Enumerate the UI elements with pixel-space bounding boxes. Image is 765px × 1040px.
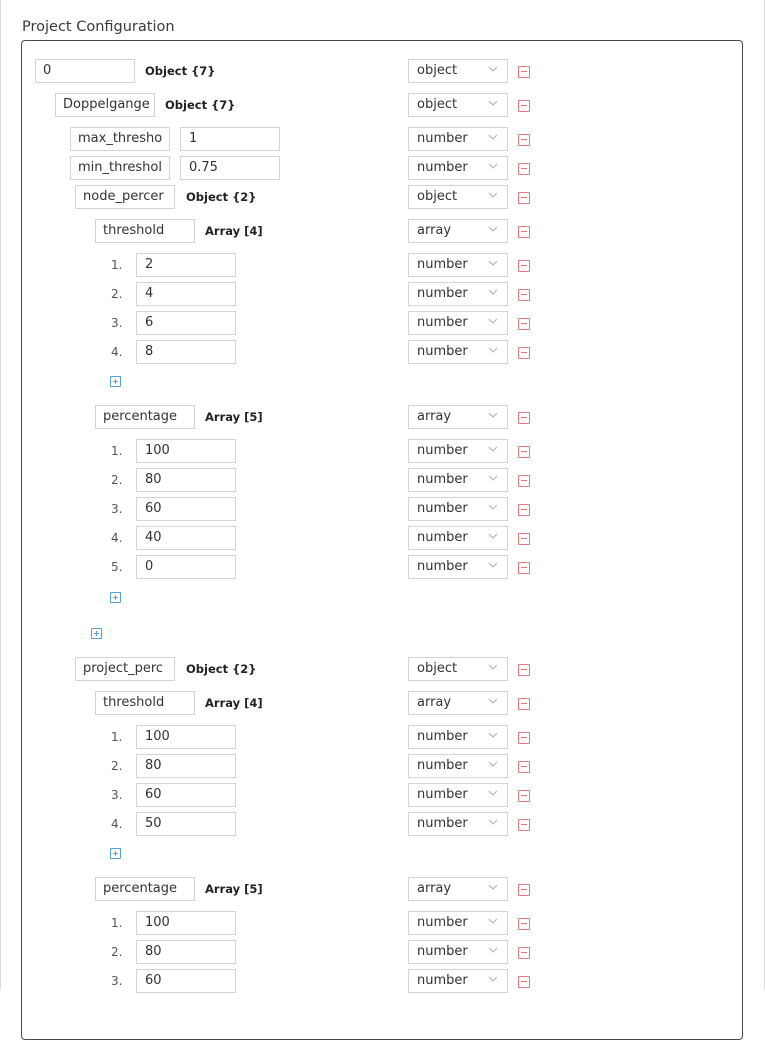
panel-title: Project Configuration: [22, 19, 175, 35]
type-select-value: number: [417, 758, 468, 773]
node-meta: Array [4]: [205, 224, 263, 238]
type-select[interactable]: [408, 93, 508, 117]
remove-icon[interactable]: [518, 884, 530, 896]
remove-icon[interactable]: [518, 412, 530, 424]
chevron-down-icon: [487, 661, 499, 673]
tree-row-doppelganger: [0, 93, 765, 117]
type-select[interactable]: [408, 555, 508, 579]
array-item: [0, 340, 765, 364]
item-index: 2.: [111, 287, 123, 301]
remove-icon[interactable]: [518, 819, 530, 831]
type-select[interactable]: [408, 185, 508, 209]
type-select-value: number: [417, 257, 468, 272]
node-meta: Object {7}: [165, 98, 236, 112]
value-input[interactable]: 60: [136, 783, 236, 807]
value-input[interactable]: 1: [180, 127, 280, 151]
type-select[interactable]: [408, 439, 508, 463]
type-select[interactable]: [408, 311, 508, 335]
tree-row-root: [0, 59, 765, 83]
type-select[interactable]: [408, 526, 508, 550]
node-meta: Array [5]: [205, 410, 263, 424]
tree-row-min-threshold: [0, 156, 765, 180]
item-index: 3.: [111, 502, 123, 516]
key-input[interactable]: project_perc: [75, 657, 175, 681]
item-index: 4.: [111, 345, 123, 359]
value-input[interactable]: 80: [136, 468, 236, 492]
type-select-value: number: [417, 443, 468, 458]
type-select-value: number: [417, 559, 468, 574]
value-input[interactable]: 40: [136, 526, 236, 550]
remove-icon[interactable]: [518, 698, 530, 710]
array-item: [0, 725, 765, 749]
value-input[interactable]: 8: [136, 340, 236, 364]
chevron-down-icon: [487, 315, 499, 327]
chevron-down-icon: [487, 63, 499, 75]
type-select[interactable]: [408, 754, 508, 778]
type-select-value: number: [417, 816, 468, 831]
value-input[interactable]: 60: [136, 497, 236, 521]
item-index: 2.: [111, 759, 123, 773]
type-select[interactable]: [408, 282, 508, 306]
type-select[interactable]: [408, 657, 508, 681]
remove-icon[interactable]: [518, 318, 530, 330]
value-input[interactable]: 0: [136, 555, 236, 579]
key-input[interactable]: percentage: [95, 405, 195, 429]
tree-row-node-threshold: [0, 219, 765, 243]
type-select-value: number: [417, 944, 468, 959]
remove-icon[interactable]: [518, 260, 530, 272]
remove-icon[interactable]: [518, 134, 530, 146]
array-item: [0, 783, 765, 807]
node-meta: Array [5]: [205, 882, 263, 896]
chevron-down-icon: [487, 286, 499, 298]
type-select-value: number: [417, 973, 468, 988]
key-input[interactable]: threshold: [95, 691, 195, 715]
type-select-value: number: [417, 344, 468, 359]
chevron-down-icon: [487, 409, 499, 421]
array-item: [0, 311, 765, 335]
value-input[interactable]: 80: [136, 940, 236, 964]
array-item: [0, 812, 765, 836]
value-input[interactable]: 4: [136, 282, 236, 306]
chevron-down-icon: [487, 501, 499, 513]
chevron-down-icon: [487, 131, 499, 143]
type-select[interactable]: [408, 340, 508, 364]
type-select[interactable]: [408, 156, 508, 180]
key-input[interactable]: Doppelgange: [55, 93, 155, 117]
value-input[interactable]: 2: [136, 253, 236, 277]
array-item: [0, 497, 765, 521]
array-item: [0, 940, 765, 964]
add-icon[interactable]: [110, 848, 121, 859]
tree-row-max-threshold: [0, 127, 765, 151]
chevron-down-icon: [487, 787, 499, 799]
type-select-value: array: [417, 881, 452, 896]
tree-row-project-percentage-array: [0, 877, 765, 901]
key-input[interactable]: 0: [35, 59, 135, 83]
type-select[interactable]: [408, 468, 508, 492]
tree-row-node-percentage: [0, 185, 765, 209]
node-meta: Object {2}: [186, 190, 257, 204]
value-input[interactable]: 6: [136, 311, 236, 335]
remove-icon[interactable]: [518, 947, 530, 959]
type-select-value: array: [417, 695, 452, 710]
remove-icon[interactable]: [518, 163, 530, 175]
remove-icon[interactable]: [518, 66, 530, 78]
remove-icon[interactable]: [518, 100, 530, 112]
type-select[interactable]: [408, 253, 508, 277]
chevron-down-icon: [487, 223, 499, 235]
item-index: 4.: [111, 817, 123, 831]
chevron-down-icon: [487, 729, 499, 741]
chevron-down-icon: [487, 472, 499, 484]
key-input[interactable]: threshold: [95, 219, 195, 243]
type-select[interactable]: [408, 725, 508, 749]
type-select[interactable]: [408, 219, 508, 243]
remove-icon[interactable]: [518, 664, 530, 676]
array-item: [0, 253, 765, 277]
item-index: 2.: [111, 945, 123, 959]
item-index: 3.: [111, 974, 123, 988]
remove-icon[interactable]: [518, 732, 530, 744]
item-index: 3.: [111, 788, 123, 802]
type-select-value: number: [417, 472, 468, 487]
array-item: [0, 754, 765, 778]
value-input[interactable]: 0.75: [180, 156, 280, 180]
node-meta: Object {2}: [186, 662, 257, 676]
chevron-down-icon: [487, 944, 499, 956]
key-input[interactable]: min_threshol: [70, 156, 170, 180]
chevron-down-icon: [487, 973, 499, 985]
type-select-value: number: [417, 787, 468, 802]
type-select[interactable]: [408, 497, 508, 521]
chevron-down-icon: [487, 344, 499, 356]
add-icon[interactable]: [91, 628, 102, 639]
type-select[interactable]: [408, 691, 508, 715]
remove-icon[interactable]: [518, 446, 530, 458]
value-input[interactable]: 80: [136, 754, 236, 778]
value-input[interactable]: 60: [136, 969, 236, 993]
remove-icon[interactable]: [518, 475, 530, 487]
key-input[interactable]: max_thresho: [70, 127, 170, 151]
type-select[interactable]: [408, 812, 508, 836]
array-item: [0, 911, 765, 935]
chevron-down-icon: [487, 695, 499, 707]
remove-icon[interactable]: [518, 504, 530, 516]
node-meta: Array [4]: [205, 696, 263, 710]
array-item: [0, 526, 765, 550]
chevron-down-icon: [487, 816, 499, 828]
type-select[interactable]: [408, 783, 508, 807]
item-index: 4.: [111, 531, 123, 545]
type-select-value: number: [417, 530, 468, 545]
item-index: 1.: [111, 444, 123, 458]
type-select[interactable]: [408, 877, 508, 901]
type-select-value: number: [417, 501, 468, 516]
value-input[interactable]: 50: [136, 812, 236, 836]
type-select-value: array: [417, 223, 452, 238]
remove-icon[interactable]: [518, 289, 530, 301]
item-index: 1.: [111, 258, 123, 272]
chevron-down-icon: [487, 559, 499, 571]
array-item: [0, 555, 765, 579]
type-select-value: object: [417, 97, 458, 112]
type-select-value: object: [417, 189, 458, 204]
array-item: [0, 969, 765, 993]
remove-icon[interactable]: [518, 562, 530, 574]
type-select-value: array: [417, 409, 452, 424]
type-select[interactable]: [408, 969, 508, 993]
type-select-value: object: [417, 63, 458, 78]
chevron-down-icon: [487, 189, 499, 201]
chevron-down-icon: [487, 160, 499, 172]
item-index: 3.: [111, 316, 123, 330]
chevron-down-icon: [487, 257, 499, 269]
remove-icon[interactable]: [518, 226, 530, 238]
chevron-down-icon: [487, 97, 499, 109]
value-input[interactable]: 100: [136, 725, 236, 749]
tree-row-project-percentage: [0, 657, 765, 681]
chevron-down-icon: [487, 915, 499, 927]
type-select[interactable]: [408, 59, 508, 83]
item-index: 1.: [111, 730, 123, 744]
array-item: [0, 468, 765, 492]
value-input[interactable]: 100: [136, 439, 236, 463]
key-input[interactable]: node_percer: [75, 185, 175, 209]
type-select[interactable]: [408, 911, 508, 935]
remove-icon[interactable]: [518, 192, 530, 204]
add-icon[interactable]: [110, 376, 121, 387]
value-input[interactable]: 100: [136, 911, 236, 935]
chevron-down-icon: [487, 881, 499, 893]
type-select-value: number: [417, 915, 468, 930]
remove-icon[interactable]: [518, 790, 530, 802]
type-select-value: object: [417, 661, 458, 676]
chevron-down-icon: [487, 758, 499, 770]
type-select-value: number: [417, 286, 468, 301]
remove-icon[interactable]: [518, 347, 530, 359]
array-item: [0, 282, 765, 306]
remove-icon[interactable]: [518, 976, 530, 988]
node-meta: Object {7}: [145, 64, 216, 78]
array-item: [0, 439, 765, 463]
item-index: 5.: [111, 560, 123, 574]
type-select[interactable]: [408, 405, 508, 429]
type-select-value: number: [417, 131, 468, 146]
chevron-down-icon: [487, 443, 499, 455]
remove-icon[interactable]: [518, 761, 530, 773]
remove-icon[interactable]: [518, 533, 530, 545]
item-index: 2.: [111, 473, 123, 487]
remove-icon[interactable]: [518, 918, 530, 930]
tree-row-node-percentage-array: [0, 405, 765, 429]
tree-row-project-threshold: [0, 691, 765, 715]
type-select-value: number: [417, 160, 468, 175]
add-icon[interactable]: [110, 592, 121, 603]
item-index: 1.: [111, 916, 123, 930]
type-select[interactable]: [408, 127, 508, 151]
type-select-value: number: [417, 315, 468, 330]
chevron-down-icon: [487, 530, 499, 542]
key-input[interactable]: percentage: [95, 877, 195, 901]
type-select-value: number: [417, 729, 468, 744]
type-select[interactable]: [408, 940, 508, 964]
